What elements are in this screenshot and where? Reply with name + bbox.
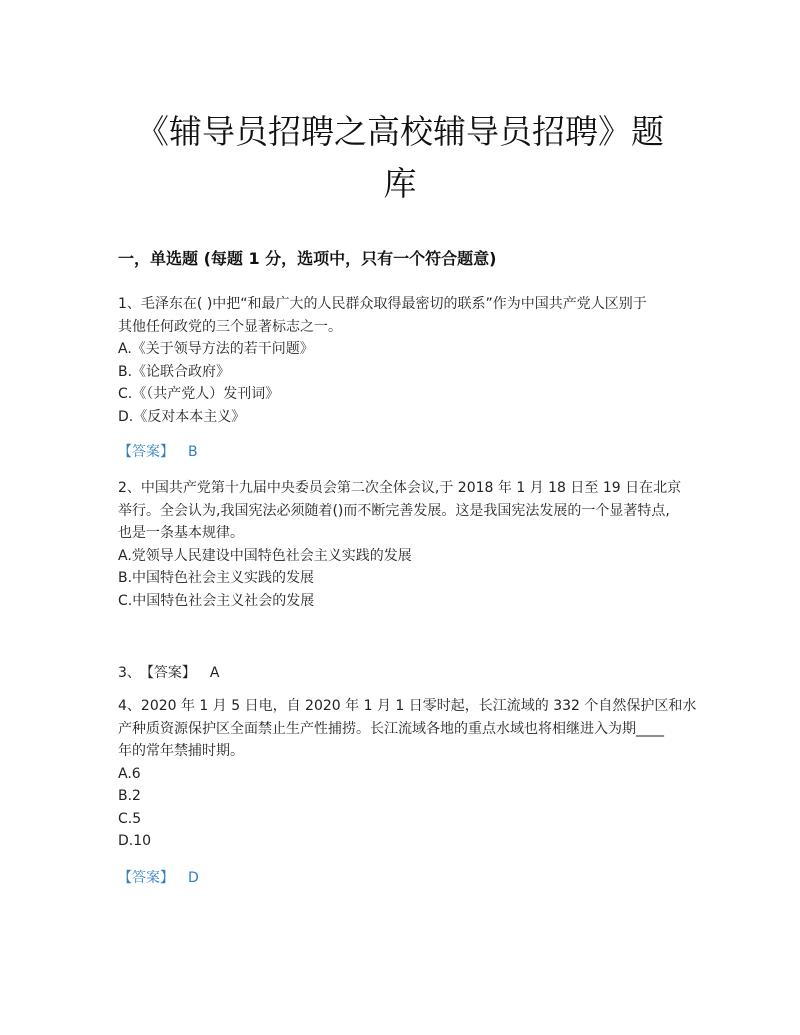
question-1-stem-line-2: 其他任何政党的三个显著标志之一。 [118,318,342,335]
question-2 [118,477,688,612]
question-1-answer [118,441,198,463]
question-4-option-c: C.5 [118,810,142,827]
question-3-answer [118,662,220,684]
question-1-option-b: B.《论联合政府》 [118,363,231,380]
section-heading: 一，单选题 (每题 1 分，选项中，只有一个符合题意) [118,249,497,268]
question-1-option-d: D.《反对本本主义》 [118,408,246,425]
question-4-stem-line-2: 产种质资源保护区全面禁止生产性捕捞。长江流域各地的重点水域也将相继进入为期____ [118,720,664,737]
question-4-option-d: D.10 [118,833,152,849]
answer-value: A [209,665,220,681]
question-2-stem-line-2: 举行。全会认为,我国宪法必须随着()而不断完善发展。这是我国宪法发展的一个显著特点, [118,502,670,519]
question-4-stem-line-1: 4、2020 年 1 月 5 日电，自 2020 年 1 月 1 日零时起，长江流域的 332 个自然保护区和水 [118,698,697,714]
title-line-1: 《辅导员招聘之高校辅导员招聘》题 [136,112,664,151]
question-4 [118,695,697,853]
question-4-option-b: B.2 [118,788,141,804]
page-title [100,106,700,210]
question-2-option-a: A.党领导人民建设中国特色社会主义实践的发展 [118,547,412,564]
question-3-number: 3、 [118,665,141,681]
answer-value: B [188,444,198,460]
answer-label: 【答案】 [118,444,174,460]
answer-value: D [188,870,199,886]
question-1-option-a: A.《关于领导方法的若干问题》 [118,341,314,357]
question-4-option-a: A.6 [118,765,141,782]
question-2-stem-line-1: 2、中国共产党第十九届中央委员会第二次全体会议,于 2018 年 1 月 18 日至 19 日在北京 [118,480,682,496]
question-1 [118,293,688,428]
title-line-2: 库 [383,164,417,203]
question-1-option-c: C.《（共产党人）发刊词》 [118,386,280,402]
question-2-option-c: C.中国特色社会主义社会的发展 [118,592,315,609]
question-2-option-b: B.中国特色社会主义实践的发展 [118,570,315,586]
question-2-stem-line-3: 也是一条基本规律。 [118,525,244,541]
question-4-answer [118,867,199,889]
question-1-stem-line-1: 1、毛泽东在( )中把“和最广大的人民群众取得最密切的联系”作为中国共产党人区别于 [118,296,647,312]
question-4-stem-line-3: 年的常年禁捕时期。 [118,743,244,759]
answer-label: 【答案】 [146,665,196,681]
answer-label: 【答案】 [118,870,174,886]
